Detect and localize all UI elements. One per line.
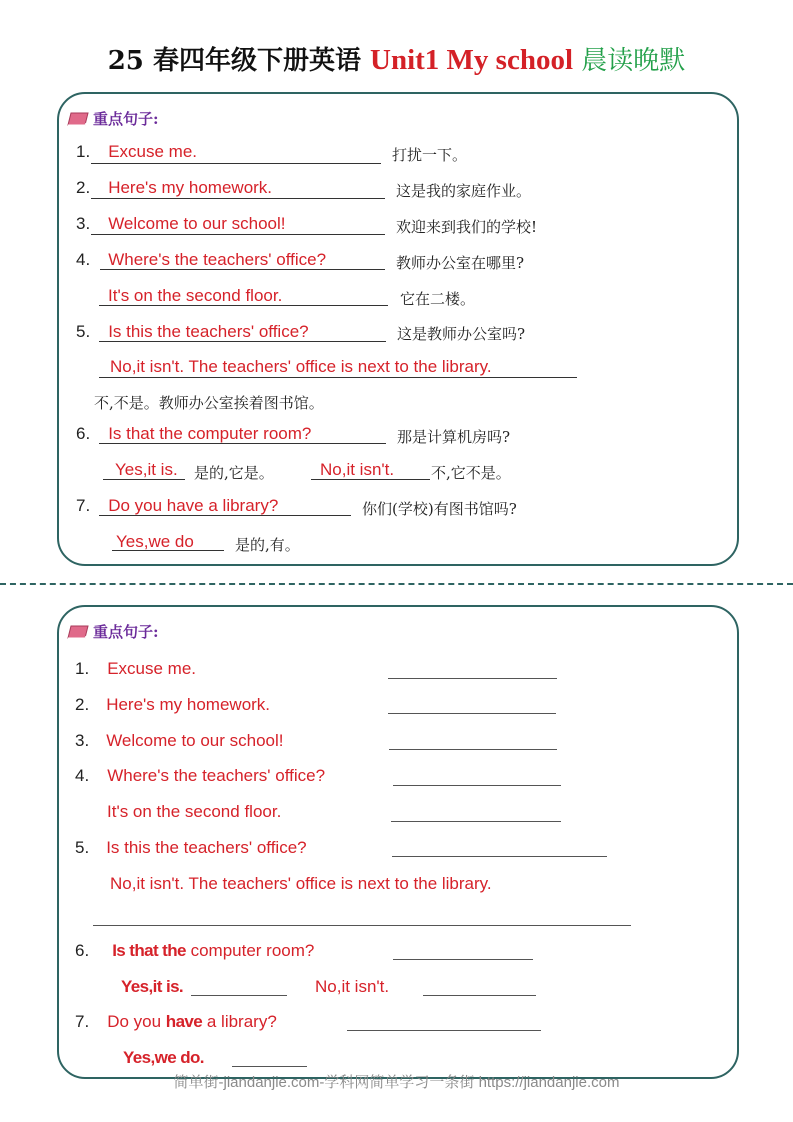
practice-item-7: 7. Do you have a library? bbox=[75, 1012, 277, 1031]
item-6-answer-yes bbox=[115, 460, 178, 480]
item-1: 1. Excuse me. bbox=[76, 142, 197, 161]
fill-in-blank[interactable] bbox=[391, 821, 561, 822]
chinese-text: 不,不是。教师办公室挨着图书馆。 bbox=[94, 394, 324, 412]
item-4-answer bbox=[108, 286, 282, 306]
fill-in-blank[interactable] bbox=[393, 785, 561, 786]
fill-in-blank[interactable] bbox=[389, 749, 557, 750]
chinese-text: 欢迎来到我们的学校! bbox=[396, 218, 538, 236]
item-5-answer bbox=[110, 357, 492, 377]
fill-in-blank[interactable] bbox=[191, 995, 287, 996]
fill-in-blank[interactable] bbox=[93, 925, 631, 926]
item-4: 4. Where's the teachers' office? bbox=[76, 250, 327, 269]
answer-line bbox=[311, 479, 430, 480]
book-icon bbox=[67, 625, 89, 639]
practice-item-4-answer: It's on the second floor. bbox=[107, 802, 282, 821]
fill-in-blank[interactable] bbox=[347, 1030, 541, 1031]
answer-line bbox=[112, 550, 224, 551]
chinese-text: 是的,它是。 bbox=[194, 464, 274, 482]
fill-in-blank[interactable] bbox=[393, 959, 533, 960]
chinese-text: 教师办公室在哪里? bbox=[396, 254, 525, 272]
item-6-answer-no bbox=[320, 460, 394, 480]
title-unit: Unit1 My school bbox=[370, 44, 574, 76]
chinese-text: 打扰一下。 bbox=[392, 146, 468, 164]
chinese-text: 这是我的家庭作业。 bbox=[396, 182, 532, 200]
answer-text: Here's my homework. bbox=[108, 178, 273, 197]
fill-in-blank[interactable] bbox=[392, 856, 607, 857]
fill-in-blank[interactable] bbox=[388, 678, 557, 679]
answer-line bbox=[99, 305, 388, 306]
answer-text: No,it isn't. bbox=[320, 460, 395, 479]
answer-line bbox=[99, 515, 351, 516]
item-2: 2. Here's my homework. bbox=[76, 178, 273, 197]
practice-item-2: 2. Here's my homework. bbox=[75, 695, 271, 714]
answer-text: Excuse me. bbox=[108, 142, 197, 161]
answer-text: Yes,we do bbox=[116, 532, 194, 551]
practice-item-5-answer: No,it isn't. The teachers' office is next to the library. bbox=[110, 874, 492, 893]
chinese-text: 这是教师办公室吗? bbox=[397, 325, 526, 343]
item-6: 6. Is that the computer room? bbox=[76, 424, 312, 443]
section-heading: 重点句子: bbox=[67, 621, 159, 642]
chinese-text: 是的,有。 bbox=[235, 536, 300, 554]
item-5: 5. Is this the teachers' office? bbox=[76, 322, 309, 341]
answer-line bbox=[99, 377, 577, 378]
chinese-text: 不,它不是。 bbox=[431, 464, 511, 482]
chinese-text: 那是计算机房吗? bbox=[397, 428, 511, 446]
page-title bbox=[0, 40, 793, 77]
book-icon bbox=[67, 112, 89, 126]
answer-text: Welcome to our school! bbox=[108, 214, 286, 233]
watermark-footer: 简单街-jiandanjie.com-学科网简单学习一条街 https://jiandanjie.com bbox=[173, 1074, 620, 1091]
fill-in-blank[interactable] bbox=[388, 713, 556, 714]
answer-text: Yes,it is. bbox=[115, 460, 178, 479]
answer-text: No,it isn't. The teachers' office is next to the library. bbox=[110, 357, 492, 376]
item-7-answer bbox=[116, 532, 194, 552]
answer-line bbox=[99, 341, 386, 342]
fill-in-blank[interactable] bbox=[232, 1066, 307, 1067]
answer-line bbox=[100, 269, 385, 270]
practice-item-7-answer: Yes,we do. bbox=[123, 1048, 204, 1067]
fill-in-blank[interactable] bbox=[423, 995, 536, 996]
answer-line bbox=[103, 479, 185, 480]
practice-item-1: 1. Excuse me. bbox=[75, 659, 196, 678]
practice-item-5: 5. Is this the teachers' office? bbox=[75, 838, 307, 857]
item-3: 3. Welcome to our school! bbox=[76, 214, 286, 233]
title-type: 晨读晚默 bbox=[573, 46, 686, 76]
title-grade: 25 春四年级下册英语 bbox=[107, 46, 371, 76]
chinese-text: 你们(学校)有图书馆吗? bbox=[362, 500, 517, 518]
section-heading: 重点句子: bbox=[67, 108, 159, 129]
answer-line bbox=[91, 198, 385, 199]
practice-item-4: 4. Where's the teachers' office? bbox=[75, 766, 326, 785]
answer-text: Do you have a library? bbox=[108, 496, 279, 515]
answer-line bbox=[99, 443, 386, 444]
answer-text: Where's the teachers' office? bbox=[108, 250, 327, 269]
chinese-text: 它在二楼。 bbox=[400, 290, 476, 308]
practice-item-6-answer-yes: Yes,it is. bbox=[121, 977, 184, 996]
practice-item-6: 6. Is that the computer room? bbox=[75, 941, 315, 960]
answer-text: Is that the computer room? bbox=[108, 424, 312, 443]
practice-item-6-answer-no: No,it isn't. bbox=[315, 977, 390, 996]
practice-item-3: 3. Welcome to our school! bbox=[75, 731, 284, 750]
item-7: 7. Do you have a library? bbox=[76, 496, 279, 515]
answer-line bbox=[91, 163, 381, 164]
cut-line-divider bbox=[0, 583, 793, 585]
answer-text: It's on the second floor. bbox=[108, 286, 283, 305]
answer-line bbox=[91, 234, 385, 235]
answer-text: Is this the teachers' office? bbox=[108, 322, 309, 341]
